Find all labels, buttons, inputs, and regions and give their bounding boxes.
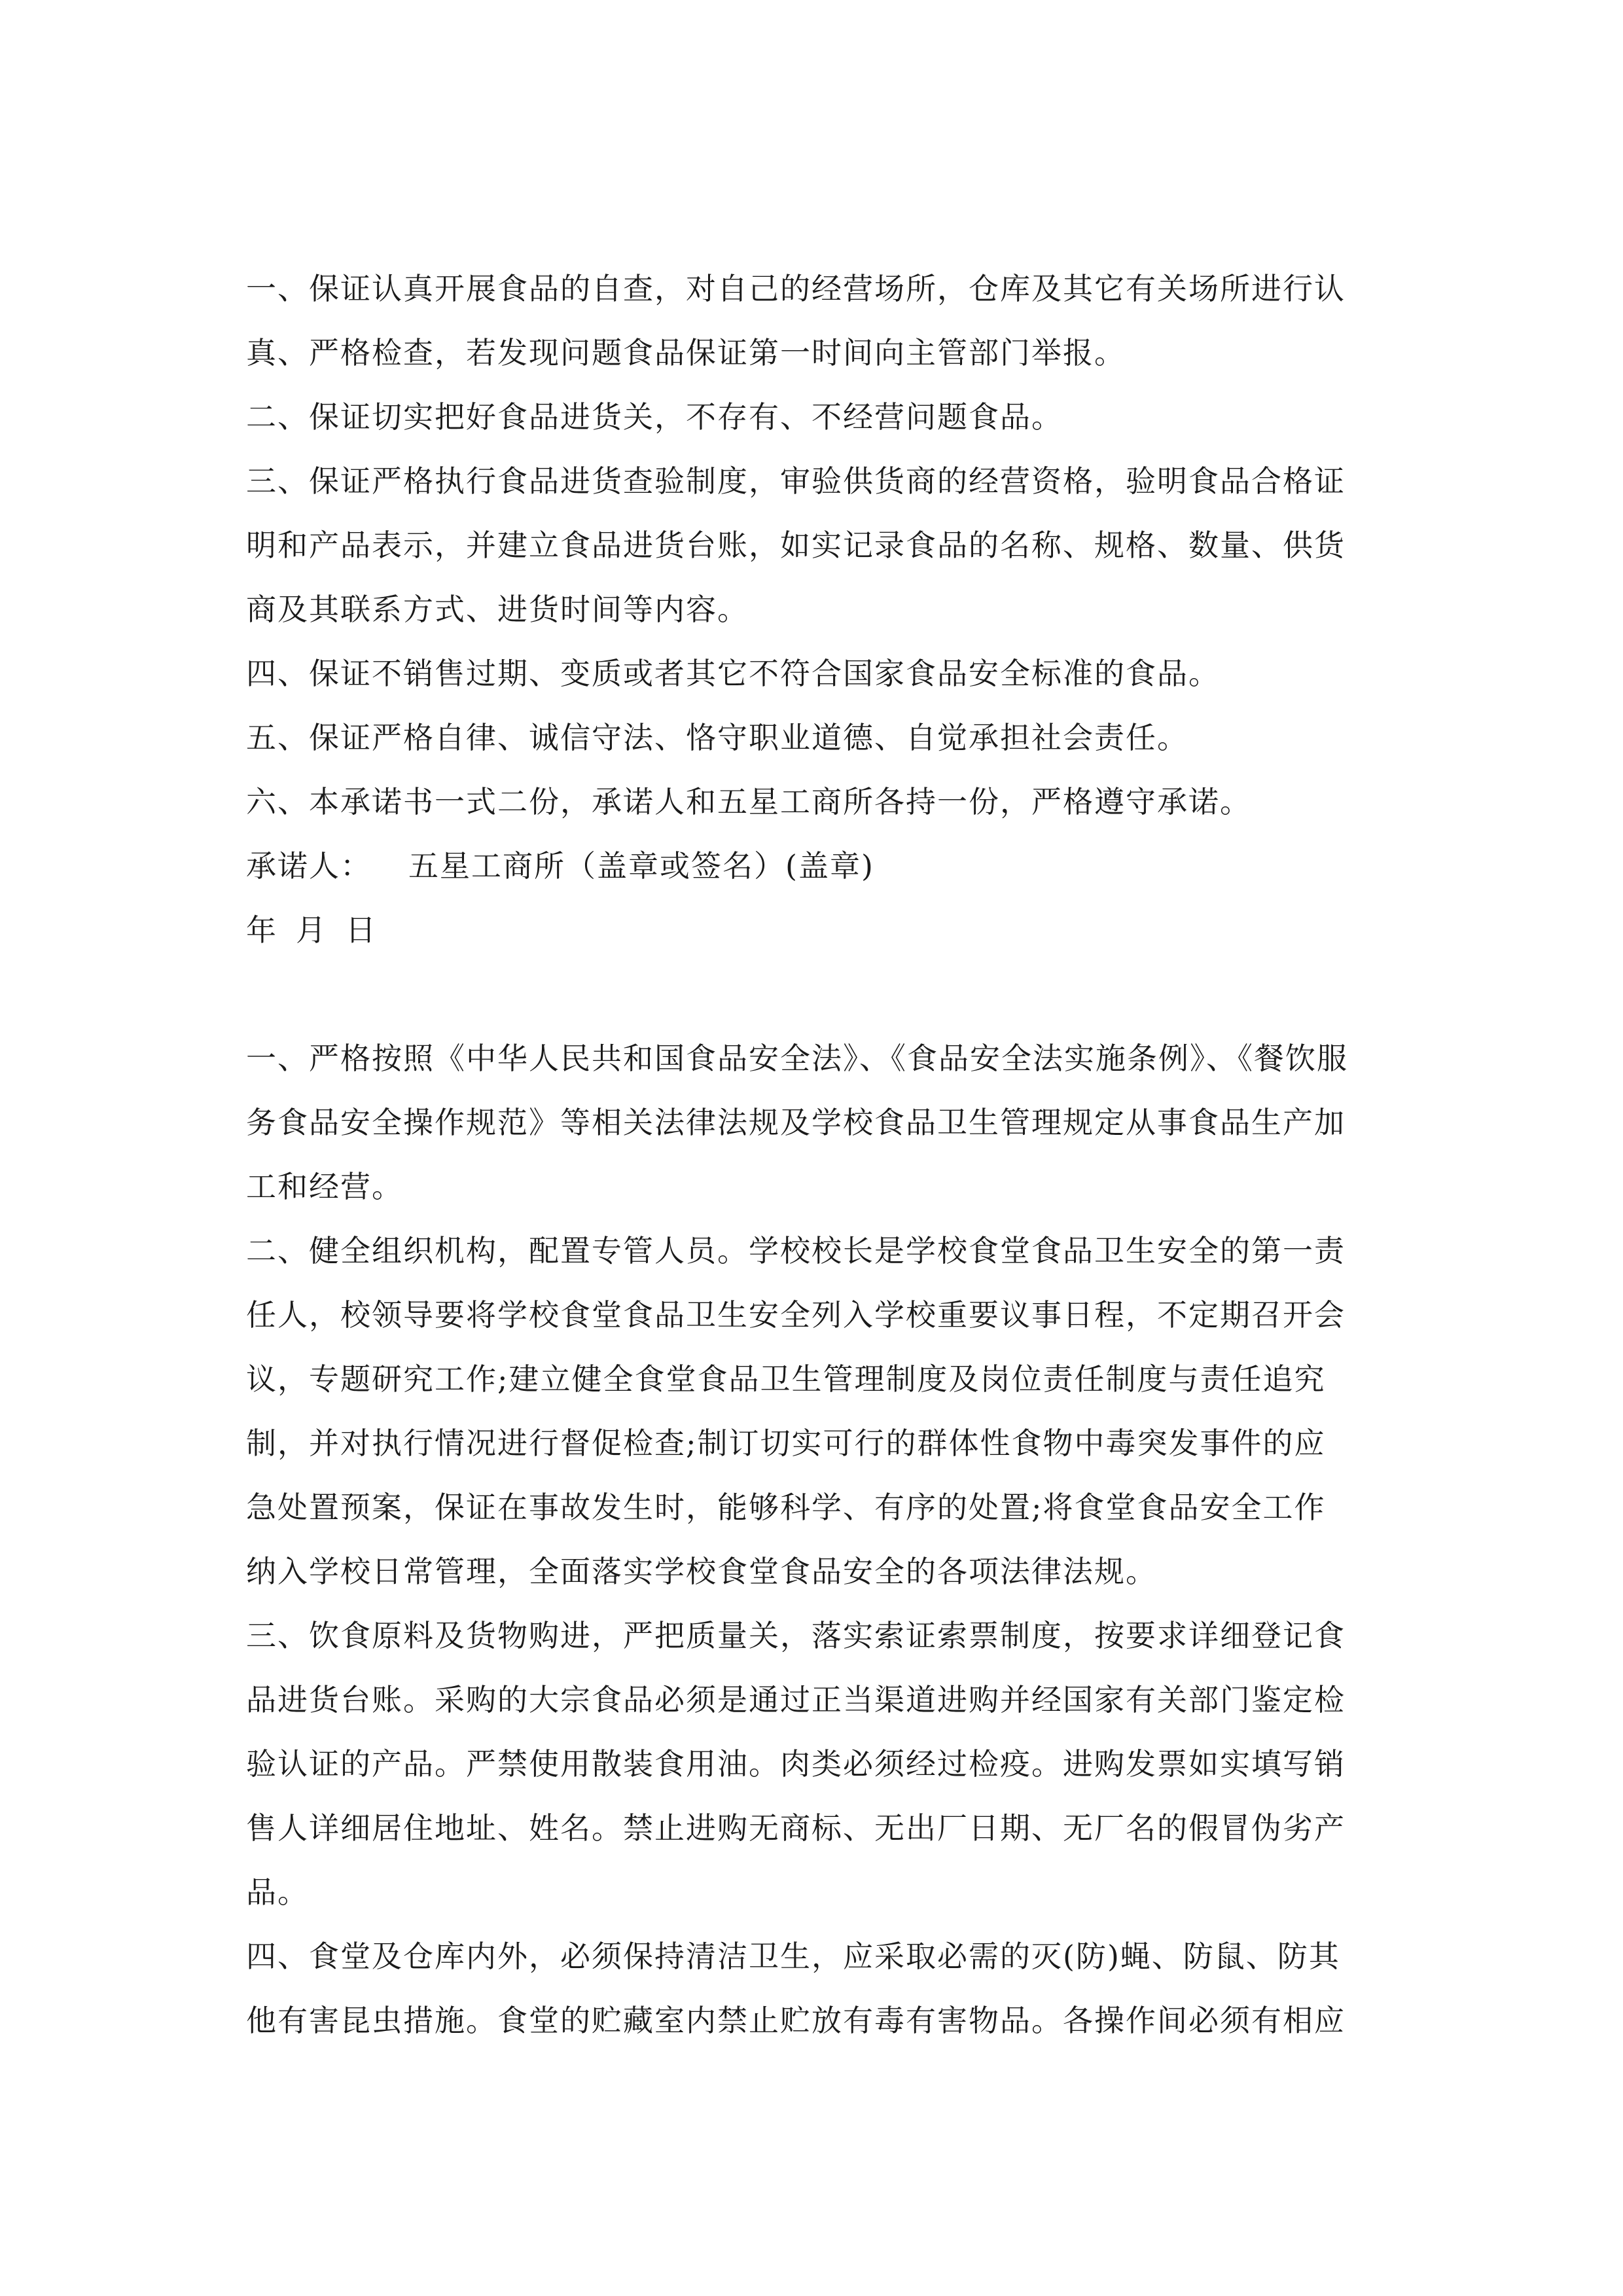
pledge-line: 四、保证不销售过期、变质或者其它不符合国家食品安全标准的食品。 xyxy=(246,656,1220,691)
signature-line xyxy=(246,834,1381,898)
pledge-line: 商及其联系方式、进货时间等内容。 xyxy=(246,592,749,627)
regulation-line: 四、食堂及仓库内外，必须保持清洁卫生，应采取必需的灭(防)蝇、防鼠、防其 xyxy=(246,1939,1340,1974)
regulation-line: 工和经营。 xyxy=(246,1169,403,1204)
section-spacer xyxy=(246,962,1381,1026)
pledge-line: 真、严格检查，若发现问题食品保证第一时间向主管部门举报。 xyxy=(246,335,1126,370)
pledge-section xyxy=(246,257,1381,962)
regulation-line: 一、严格按照《中华人民共和国食品安全法》、《食品安全法实施条例》、《餐饮服 xyxy=(246,1041,1348,1076)
date-line xyxy=(246,898,1381,962)
regulation-line: 品。 xyxy=(246,1874,309,1910)
pledge-line: 五、保证严格自律、诚信守法、恪守职业道德、自觉承担社会责任。 xyxy=(246,720,1188,755)
regulation-line: 品进货台账。采购的大宗食品必须是通过正当渠道进购并经国家有关部门鉴定检 xyxy=(246,1682,1346,1717)
date-day: 日 xyxy=(346,912,377,948)
document-body xyxy=(246,257,1381,2053)
regulation-line: 制，并对执行情况进行督促检查;制订切实可行的群体性食物中毒突发事件的应 xyxy=(246,1426,1326,1461)
pledge-line: 一、保证认真开展食品的自查，对自己的经营场所，仓库及其它有关场所进行认 xyxy=(246,271,1346,306)
regulation-line: 任人，校领导要将学校食堂食品卫生安全列入学校重要议事日程，不定期召开会 xyxy=(246,1297,1346,1333)
date-year: 年 xyxy=(246,912,277,948)
signature-label: 承诺人： xyxy=(246,848,372,884)
regulation-line: 验认证的产品。严禁使用散装食用油。肉类必须经过检疫。进购发票如实填写销 xyxy=(246,1746,1346,1782)
regulation-line: 务食品安全操作规范》等相关法律法规及学校食品卫生管理规定从事食品生产加 xyxy=(246,1105,1346,1140)
regulations-section xyxy=(246,1026,1381,2053)
pledge-line: 明和产品表示，并建立食品进货台账，如实记录食品的名称、规格、数量、供货 xyxy=(246,528,1346,563)
regulation-line: 议，专题研究工作;建立健全食堂食品卫生管理制度及岗位责任制度与责任追究 xyxy=(246,1361,1326,1397)
pledge-line: 二、保证切实把好食品进货关，不存有、不经营问题食品。 xyxy=(246,399,1063,435)
regulation-line: 纳入学校日常管理，全面落实学校食堂食品安全的各项法律法规。 xyxy=(246,1554,1157,1589)
regulation-line: 售人详细居住地址、姓名。禁止进购无商标、无出厂日期、无厂名的假冒伪劣产 xyxy=(246,1810,1346,1846)
regulation-line: 二、健全组织机构，配置专管人员。学校校长是学校食堂食品卫生安全的第一责 xyxy=(246,1233,1346,1268)
pledge-line: 六、本承诺书一式二份，承诺人和五星工商所各持一份，严格遵守承诺。 xyxy=(246,784,1251,819)
pledge-line: 三、保证严格执行食品进货查验制度，审验供货商的经营资格，验明食品合格证 xyxy=(246,463,1346,499)
signature-value: 五星工商所（盖章或签名）(盖章) xyxy=(408,848,874,884)
regulation-line: 他有害昆虫措施。食堂的贮藏室内禁止贮放有毒有害物品。各操作间必须有相应 xyxy=(246,2003,1346,2038)
date-month: 月 xyxy=(296,912,327,948)
regulation-line: 急处置预案，保证在事故发生时，能够科学、有序的处置;将食堂食品安全工作 xyxy=(246,1490,1326,1525)
regulation-line: 三、饮食原料及货物购进，严把质量关，落实索证索票制度，按要求详细登记食 xyxy=(246,1618,1346,1653)
